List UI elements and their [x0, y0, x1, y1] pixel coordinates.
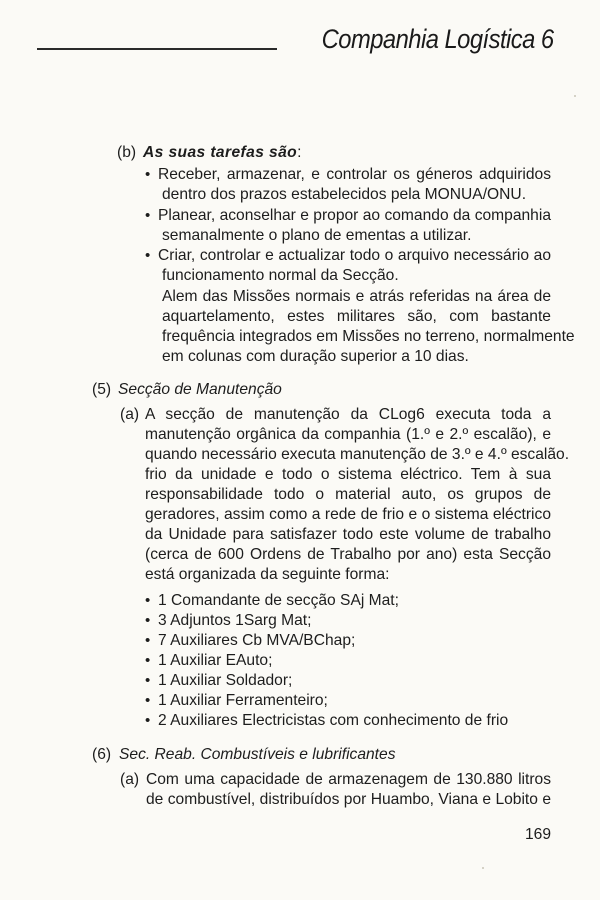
bullet-dot: • — [145, 712, 151, 729]
maintenance-line: A secção de manutenção da CLog6 executa toda a — [145, 406, 551, 423]
paragraph-line: aquartelamento, estes militares são, com bastante — [162, 308, 551, 325]
bullet-dot: • — [145, 632, 151, 649]
task-line: Planear, aconselhar e propor ao comando da companhia — [158, 207, 551, 224]
maintenance-line: está organizada da seguinte forma: — [145, 566, 390, 583]
staff-item: 1 Auxiliar Ferramenteiro; — [158, 692, 328, 709]
section-b-heading-colon: : — [297, 144, 302, 161]
bullet-dot: • — [145, 592, 151, 609]
section-b-heading — [143, 143, 301, 163]
bullet-dot: • — [145, 612, 151, 629]
section-6-title: Sec. Reab. Combustíveis e lubrificantes — [119, 746, 396, 763]
section-6-label: (6) — [92, 746, 112, 763]
maintenance-line: quando necessário executa manutenção de 3.º e 4.º escalão. — [145, 446, 570, 463]
bullet-dot: • — [145, 166, 151, 183]
staff-item: 3 Adjuntos 1Sarg Mat; — [158, 612, 312, 629]
fuel-line: de combustível, distribuídos por Huambo, Viana e Lobito e — [146, 791, 551, 808]
scan-speck — [574, 95, 576, 97]
section-b-label: (b) — [117, 144, 137, 161]
task-line: funcionamento normal da Secção. — [162, 267, 399, 284]
maintenance-line: (cerca de 600 Ordens de Trabalho por ano) esta Secção — [145, 546, 551, 563]
bullet-dot: • — [145, 207, 151, 224]
maintenance-line: responsabilidade todo o material auto, os grupos de — [145, 486, 551, 503]
section-b-heading-text: As suas tarefas são — [143, 144, 298, 161]
section-6-item-a-label: (a) — [120, 771, 140, 788]
task-line: Criar, controlar e actualizar todo o arquivo necessário ao — [158, 247, 551, 264]
section-5-item-a-label: (a) — [120, 406, 140, 423]
staff-item: 2 Auxiliares Electricistas com conhecimento de frio — [158, 712, 509, 729]
page-number: 169 — [524, 826, 551, 843]
staff-item: 7 Auxiliares Cb MVA/BChap; — [158, 632, 356, 649]
task-line: Receber, armazenar, e controlar os géneros adquiridos — [158, 166, 551, 183]
bullet-dot: • — [145, 652, 151, 669]
staff-item: 1 Comandante de secção SAj Mat; — [158, 592, 399, 609]
paragraph-line: frequência integrados em Missões no terreno, normalmente — [162, 328, 575, 345]
bullet-dot: • — [145, 247, 151, 264]
maintenance-line: da Unidade para satisfazer todo este volume de trabalho — [145, 526, 551, 543]
staff-item: 1 Auxiliar EAuto; — [158, 652, 273, 669]
task-line: semanalmente o plano de ementas a utilizar. — [162, 227, 472, 244]
header-rule — [37, 48, 277, 50]
bullet-dot: • — [145, 692, 151, 709]
paragraph-line: em colunas com duração superior a 10 dias. — [162, 348, 469, 365]
running-header-title: Companhia Logística 6 — [322, 24, 554, 54]
staff-item: 1 Auxiliar Soldador; — [158, 672, 293, 689]
section-5-title: Secção de Manutenção — [118, 381, 282, 398]
bullet-dot: • — [145, 672, 151, 689]
fuel-line: Com uma capacidade de armazenagem de 130.880 litros — [146, 771, 551, 788]
maintenance-line: manutenção orgânica da companhia (1.º e 2.º escalão), e — [145, 426, 551, 443]
scan-speck — [482, 867, 484, 869]
maintenance-line: frio da unidade e todo o sistema eléctrico. Tem à sua — [145, 466, 551, 483]
paragraph-line: Alem das Missões normais e atrás referidas na área de — [162, 288, 551, 305]
maintenance-line: geradores, assim como a rede de frio e o sistema eléctrico — [145, 506, 551, 523]
task-line: dentro dos prazos estabelecidos pela MONUA/ONU. — [162, 186, 527, 203]
section-5-label: (5) — [92, 381, 112, 398]
